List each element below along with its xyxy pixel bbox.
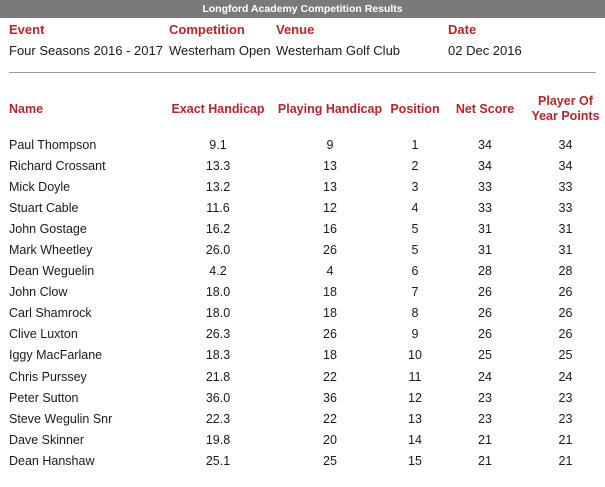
- cell-name: Dean Weguelin: [9, 264, 95, 279]
- cell-points: 31: [558, 243, 573, 258]
- cell-net-score: 33: [478, 179, 492, 194]
- cell-exact-handicap: 18.3: [205, 348, 231, 363]
- cell-points: 23: [558, 411, 573, 426]
- cell-position: 10: [408, 348, 422, 363]
- header-row: [0, 84, 605, 134]
- table-row: [0, 176, 605, 197]
- cell-name: Richard Crossant: [9, 158, 106, 173]
- cell-points: 33: [558, 200, 573, 215]
- cell-net-score: 26: [478, 285, 492, 300]
- cell-points: 23: [558, 390, 573, 405]
- event-label: Event: [9, 22, 45, 37]
- cell-position: 4: [411, 200, 419, 215]
- cell-exact-handicap: 36.0: [205, 390, 231, 405]
- cell-net-score: 26: [478, 327, 492, 342]
- header-points: Player Of Year Points: [531, 94, 600, 123]
- cell-playing-handicap: 25: [323, 453, 337, 468]
- event-value: Four Seasons 2016 - 2017: [9, 43, 163, 58]
- cell-name: Dave Skinner: [9, 432, 85, 447]
- cell-exact-handicap: 19.8: [205, 432, 231, 447]
- cell-playing-handicap: 22: [323, 369, 337, 384]
- cell-net-score: 31: [478, 243, 492, 258]
- cell-name: Carl Shamrock: [9, 306, 92, 321]
- cell-points: 24: [558, 369, 573, 384]
- cell-playing-handicap: 18: [323, 285, 337, 300]
- cell-position: 1: [411, 137, 419, 152]
- header-name: Name: [9, 101, 44, 116]
- table-row: [0, 155, 605, 176]
- cell-points: 26: [558, 306, 573, 321]
- cell-position: 11: [408, 369, 422, 384]
- table-row: [0, 197, 605, 218]
- table-row: [0, 239, 605, 260]
- cell-name: Peter Sutton: [9, 390, 79, 405]
- cell-exact-handicap: 18.0: [205, 306, 231, 321]
- cell-position: 5: [411, 221, 419, 236]
- cell-net-score: 26: [478, 306, 492, 321]
- cell-exact-handicap: 4.2: [209, 264, 227, 279]
- cell-net-score: 25: [478, 348, 492, 363]
- table-row: [0, 324, 605, 345]
- cell-exact-handicap: 22.3: [205, 411, 231, 426]
- cell-net-score: 23: [478, 411, 492, 426]
- cell-exact-handicap: 25.1: [205, 453, 231, 468]
- cell-exact-handicap: 18.0: [205, 285, 231, 300]
- date-label: Date: [448, 22, 477, 37]
- cell-position: 6: [411, 264, 419, 279]
- cell-net-score: 21: [478, 453, 492, 468]
- cell-points: 33: [558, 179, 573, 194]
- cell-name: Mick Doyle: [9, 179, 71, 194]
- cell-name: Steve Wegulin Snr: [9, 411, 113, 426]
- cell-exact-handicap: 13.3: [205, 158, 231, 173]
- cell-position: 13: [408, 411, 422, 426]
- header-position: Position: [390, 101, 440, 116]
- cell-exact-handicap: 26.3: [205, 327, 231, 342]
- cell-exact-handicap: 13.2: [205, 179, 231, 194]
- competition-meta: [0, 18, 605, 70]
- cell-net-score: 21: [478, 432, 492, 447]
- cell-net-score: 34: [478, 137, 492, 152]
- cell-net-score: 33: [478, 200, 492, 215]
- cell-net-score: 23: [478, 390, 492, 405]
- cell-exact-handicap: 16.2: [205, 221, 231, 236]
- cell-playing-handicap: 12: [323, 200, 337, 215]
- cell-position: 8: [411, 306, 419, 321]
- cell-playing-handicap: 13: [323, 179, 337, 194]
- cell-points: 26: [558, 285, 573, 300]
- table-row: [0, 345, 605, 366]
- cell-points: 28: [558, 264, 573, 279]
- cell-playing-handicap: 20: [323, 432, 337, 447]
- cell-exact-handicap: 9.1: [209, 137, 227, 152]
- competition-label: Competition: [169, 22, 245, 37]
- cell-playing-handicap: 26: [323, 243, 337, 258]
- cell-position: 9: [411, 327, 419, 342]
- cell-exact-handicap: 26.0: [205, 243, 231, 258]
- cell-points: 34: [558, 158, 573, 173]
- date-value: 02 Dec 2016: [448, 43, 522, 58]
- results-table: [0, 84, 605, 472]
- cell-name: Clive Luxton: [9, 327, 78, 342]
- table-row: [0, 282, 605, 303]
- cell-points: 25: [558, 348, 573, 363]
- page-title: Longford Academy Competition Results: [0, 0, 605, 18]
- cell-points: 21: [558, 432, 573, 447]
- cell-playing-handicap: 36: [323, 390, 337, 405]
- cell-name: Stuart Cable: [9, 200, 79, 215]
- competition-value: Westerham Open: [169, 43, 271, 58]
- cell-points: 31: [558, 221, 573, 236]
- cell-exact-handicap: 21.8: [205, 369, 231, 384]
- cell-playing-handicap: 18: [323, 306, 337, 321]
- cell-exact-handicap: 11.6: [206, 200, 230, 215]
- cell-net-score: 28: [478, 264, 492, 279]
- table-row: [0, 261, 605, 282]
- cell-position: 14: [408, 432, 422, 447]
- header-net-score: Net Score: [455, 101, 515, 116]
- table-row: [0, 450, 605, 471]
- header-playing-handicap: Playing Handicap: [277, 101, 383, 116]
- cell-position: 12: [408, 390, 422, 405]
- table-row: [0, 429, 605, 450]
- cell-playing-handicap: 26: [323, 327, 337, 342]
- cell-net-score: 31: [478, 221, 492, 236]
- cell-position: 15: [408, 453, 422, 468]
- cell-playing-handicap: 18: [323, 348, 337, 363]
- cell-name: Mark Wheetley: [9, 243, 93, 258]
- cell-name: John Gostage: [9, 221, 87, 236]
- table-row: [0, 303, 605, 324]
- cell-position: 5: [411, 243, 419, 258]
- cell-points: 34: [558, 137, 573, 152]
- cell-name: Iggy MacFarlane: [9, 348, 103, 363]
- table-row: [0, 366, 605, 387]
- cell-playing-handicap: 4: [326, 264, 334, 279]
- cell-name: Chris Purssey: [9, 369, 87, 384]
- table-row: [0, 134, 605, 155]
- table-row: [0, 387, 605, 408]
- divider: [9, 72, 596, 73]
- cell-name: Dean Hanshaw: [9, 453, 95, 468]
- cell-position: 7: [411, 285, 419, 300]
- cell-points: 26: [558, 327, 573, 342]
- cell-playing-handicap: 13: [323, 158, 337, 173]
- cell-position: 3: [411, 179, 419, 194]
- cell-net-score: 34: [478, 158, 492, 173]
- cell-name: John Clow: [9, 285, 68, 300]
- cell-points: 21: [558, 453, 573, 468]
- venue-value: Westerham Golf Club: [276, 43, 401, 58]
- cell-position: 2: [411, 158, 419, 173]
- table-row: [0, 408, 605, 429]
- cell-net-score: 24: [478, 369, 492, 384]
- venue-label: Venue: [276, 22, 315, 37]
- cell-playing-handicap: 16: [323, 221, 337, 236]
- cell-playing-handicap: 22: [323, 411, 337, 426]
- table-row: [0, 218, 605, 239]
- cell-playing-handicap: 9: [326, 137, 334, 152]
- cell-name: Paul Thompson: [9, 137, 97, 152]
- header-exact-handicap: Exact Handicap: [171, 101, 265, 116]
